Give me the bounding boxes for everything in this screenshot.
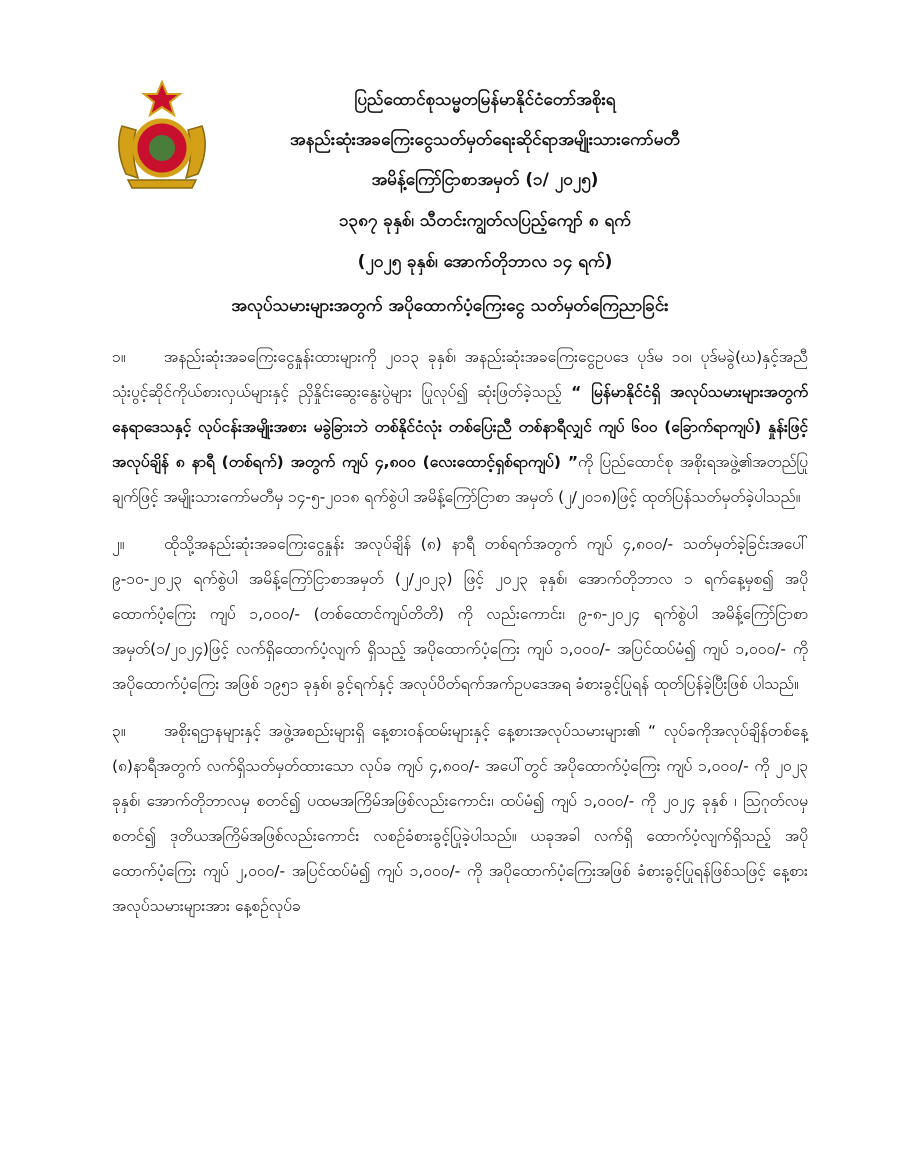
gregorian-date: (၂၀၂၅ ခုနှစ်၊ အောက်တိုဘာလ ၁၄ ရက်) bbox=[357, 252, 613, 272]
paragraph-text: အစိုးရဌာနများနှင့် အဖွဲ့အစည်းများရှိ နေ့စားဝန်ထမ်းများနှင့် နေ့စားအလုပ်သမားများ၏ “ လုပ်ခကိုအလုပ်ချိန်တစ်နေ့ (၈)နာရီအတွက် လက်ရှိသတ်မှတ်ထားသော လုပ်ခ ကျပ် ၄,၈၀၀/- အပေါ်တွင် အပိုထောက်ပံ့ကြေး ကျပ် ၁,၀၀၀/- ကို ၂၀၂၃ ခုနှစ်၊ အောက်တိုဘာလမှ စတင်၍ ပထမအကြိမ်အဖြစ်လည်းကောင်း၊ ထပ်မံ၍ ကျပ် ၁,၀၀၀/- ကို ၂၀၂၄ ခုနှစ် ၊ ဩဂုတ်လမှ စတင်၍ ဒုတိယအကြိမ်အဖြစ်လည်းကောင်း လစဉ်ခံစားခွင့်ပြုခဲ့ပါသည်။ ယခုအခါ လက်ရှိ ထောက်ပံ့လျက်ရှိသည့် အပိုထောက်ပံ့ကြေး ကျပ် ၂,၀၀၀/- အပြင်ထပ်မံ၍ ကျပ် ၁,၀၀၀/- ကို အပိုထောက်ပံ့ကြေးအဖြစ် ခံစားခွင့်ပြုရန်ဖြစ်သဖြင့် နေ့စားအလုပ်သမားများအား နေ့စဉ်လုပ်ခ bbox=[112, 722, 808, 915]
paragraph-emphasis: “ မြန်မာနိုင်ငံရှိ အလုပ်သမားများအတွက် နေရာဒေသနှင့် လုပ်ငန်းအမျိုးအစား မခွဲခြားဘဲ တစ်နိုင်ငံလုံး တစ်ပြေးညီ တစ်နာရီလျှင် ကျပ် ၆၀၀ (ခြောက်ရာကျပ်) နှုန်းဖြင့် အလုပ်ချိန် ၈ နာရီ (တစ်ရက်) အတွက် ကျပ် ၄,၈၀၀ (လေးထောင့်ရှစ်ရာကျပ်) ” bbox=[112, 383, 808, 471]
paragraph-3 bbox=[112, 714, 808, 924]
myanmar-date: ၁၃၈၇ ခုနှစ်၊ သီတင်းကျွတ်လပြည့်ကျော် ၈ ရက် bbox=[339, 211, 631, 231]
document-body bbox=[112, 340, 808, 936]
paragraph-1 bbox=[112, 340, 808, 515]
notification-number: အမိန့်ကြော်ငြာစာအမှတ် (၁/ ၂၀၂၅) bbox=[371, 170, 599, 190]
document-subject: အလုပ်သမားများအတွက် အပိုထောက်ပံ့ကြေးငွေ သတ်မှတ်ကြေညာခြင်း bbox=[231, 296, 669, 316]
paragraph-text: ကို ပြည်ထောင်စု အစိုးရအဖွဲ့၏အတည်ပြုချက်ဖြင့် အမျိုးသားကော်မတီမှ ၁၄-၅-၂၀၁၈ ရက်စွဲပါ အမိန့်ကြော်ငြာစာ အမှတ် (၂/၂၀၁၈)ဖြင့် ထုတ်ပြန်သတ်မှတ်ခဲ့ပါသည်။ bbox=[112, 453, 808, 506]
paragraph-number: ၃။ bbox=[112, 722, 126, 740]
paragraph-number: ၁။ bbox=[112, 348, 126, 366]
paragraph-text: ထိုသို့အနည်းဆုံးအခကြေးငွေနှုန်း အလုပ်ချိန် (၈) နာရီ တစ်ရက်အတွက် ကျပ် ၄,၈၀၀/- သတ်မှတ်ခဲ့ခြင်းအပေါ် ၉-၁၀-၂၀၂၃ ရက်စွဲပါ အမိန့်ကြော်ငြာစာအမှတ် (၂/၂၀၂၃) ဖြင့် ၂၀၂၃ ခုနှစ်၊ အောက်တိုဘာလ ၁ ရက်နေ့မှစ၍ အပိုထောက်ပံ့ကြေး ကျပ် ၁,၀၀၀/- (တစ်ထောင်ကျပ်တိတိ) ကို လည်းကောင်း၊ ၉-၈-၂၀၂၄ ရက်စွဲပါ အမိန့်ကြော်ငြာစာအမှတ်(၁/၂၀၂၄)ဖြင့် လက်ရှိထောက်ပံ့လျက် ရှိသည့် အပိုထောက်ပံ့ကြေး ကျပ် ၁,၀၀၀/- အပြင်ထပ်မံ၍ ကျပ် ၁,၀၀၀/- ကို အပိုထောက်ပံ့ကြေး အဖြစ် ၁၉၅၁ ခုနှစ်၊ ခွင့်ရက်နှင့် အလုပ်ပိတ်ရက်အက်ဥပဒေအရ ခံစားခွင့်ပြုရန် ထုတ်ပြန်ခဲ့ပြီးဖြစ် ပါသည်။ bbox=[112, 535, 808, 693]
paragraph-text: အနည်းဆုံးအခကြေးငွေနှုန်းထားများကို ၂၀၁၃ ခုနှစ်၊ အနည်းဆုံးအခကြေးငွေဥပဒေ ပုဒ်မ ၁၀၊ ပုဒ်မခွဲ(ဃ)နှင့်အညီ သုံးပွင့်ဆိုင်ကိုယ်စားလှယ်များနှင့် ညှိနှိုင်းဆွေးနွေးပွဲများ ပြုလုပ်၍ ဆုံးဖြတ်ခဲ့သည့် bbox=[112, 348, 808, 401]
committee-title: အနည်းဆုံးအခကြေးငွေသတ်မှတ်ရေးဆိုင်ရာအမျိုးသားကော်မတီ bbox=[290, 130, 680, 150]
paragraph-2 bbox=[112, 527, 808, 702]
document-header bbox=[0, 90, 900, 316]
government-title: ပြည်ထောင်စုသမ္မတမြန်မာနိုင်ငံတော်အစိုးရ bbox=[354, 90, 616, 110]
paragraph-number: ၂။ bbox=[112, 535, 125, 553]
